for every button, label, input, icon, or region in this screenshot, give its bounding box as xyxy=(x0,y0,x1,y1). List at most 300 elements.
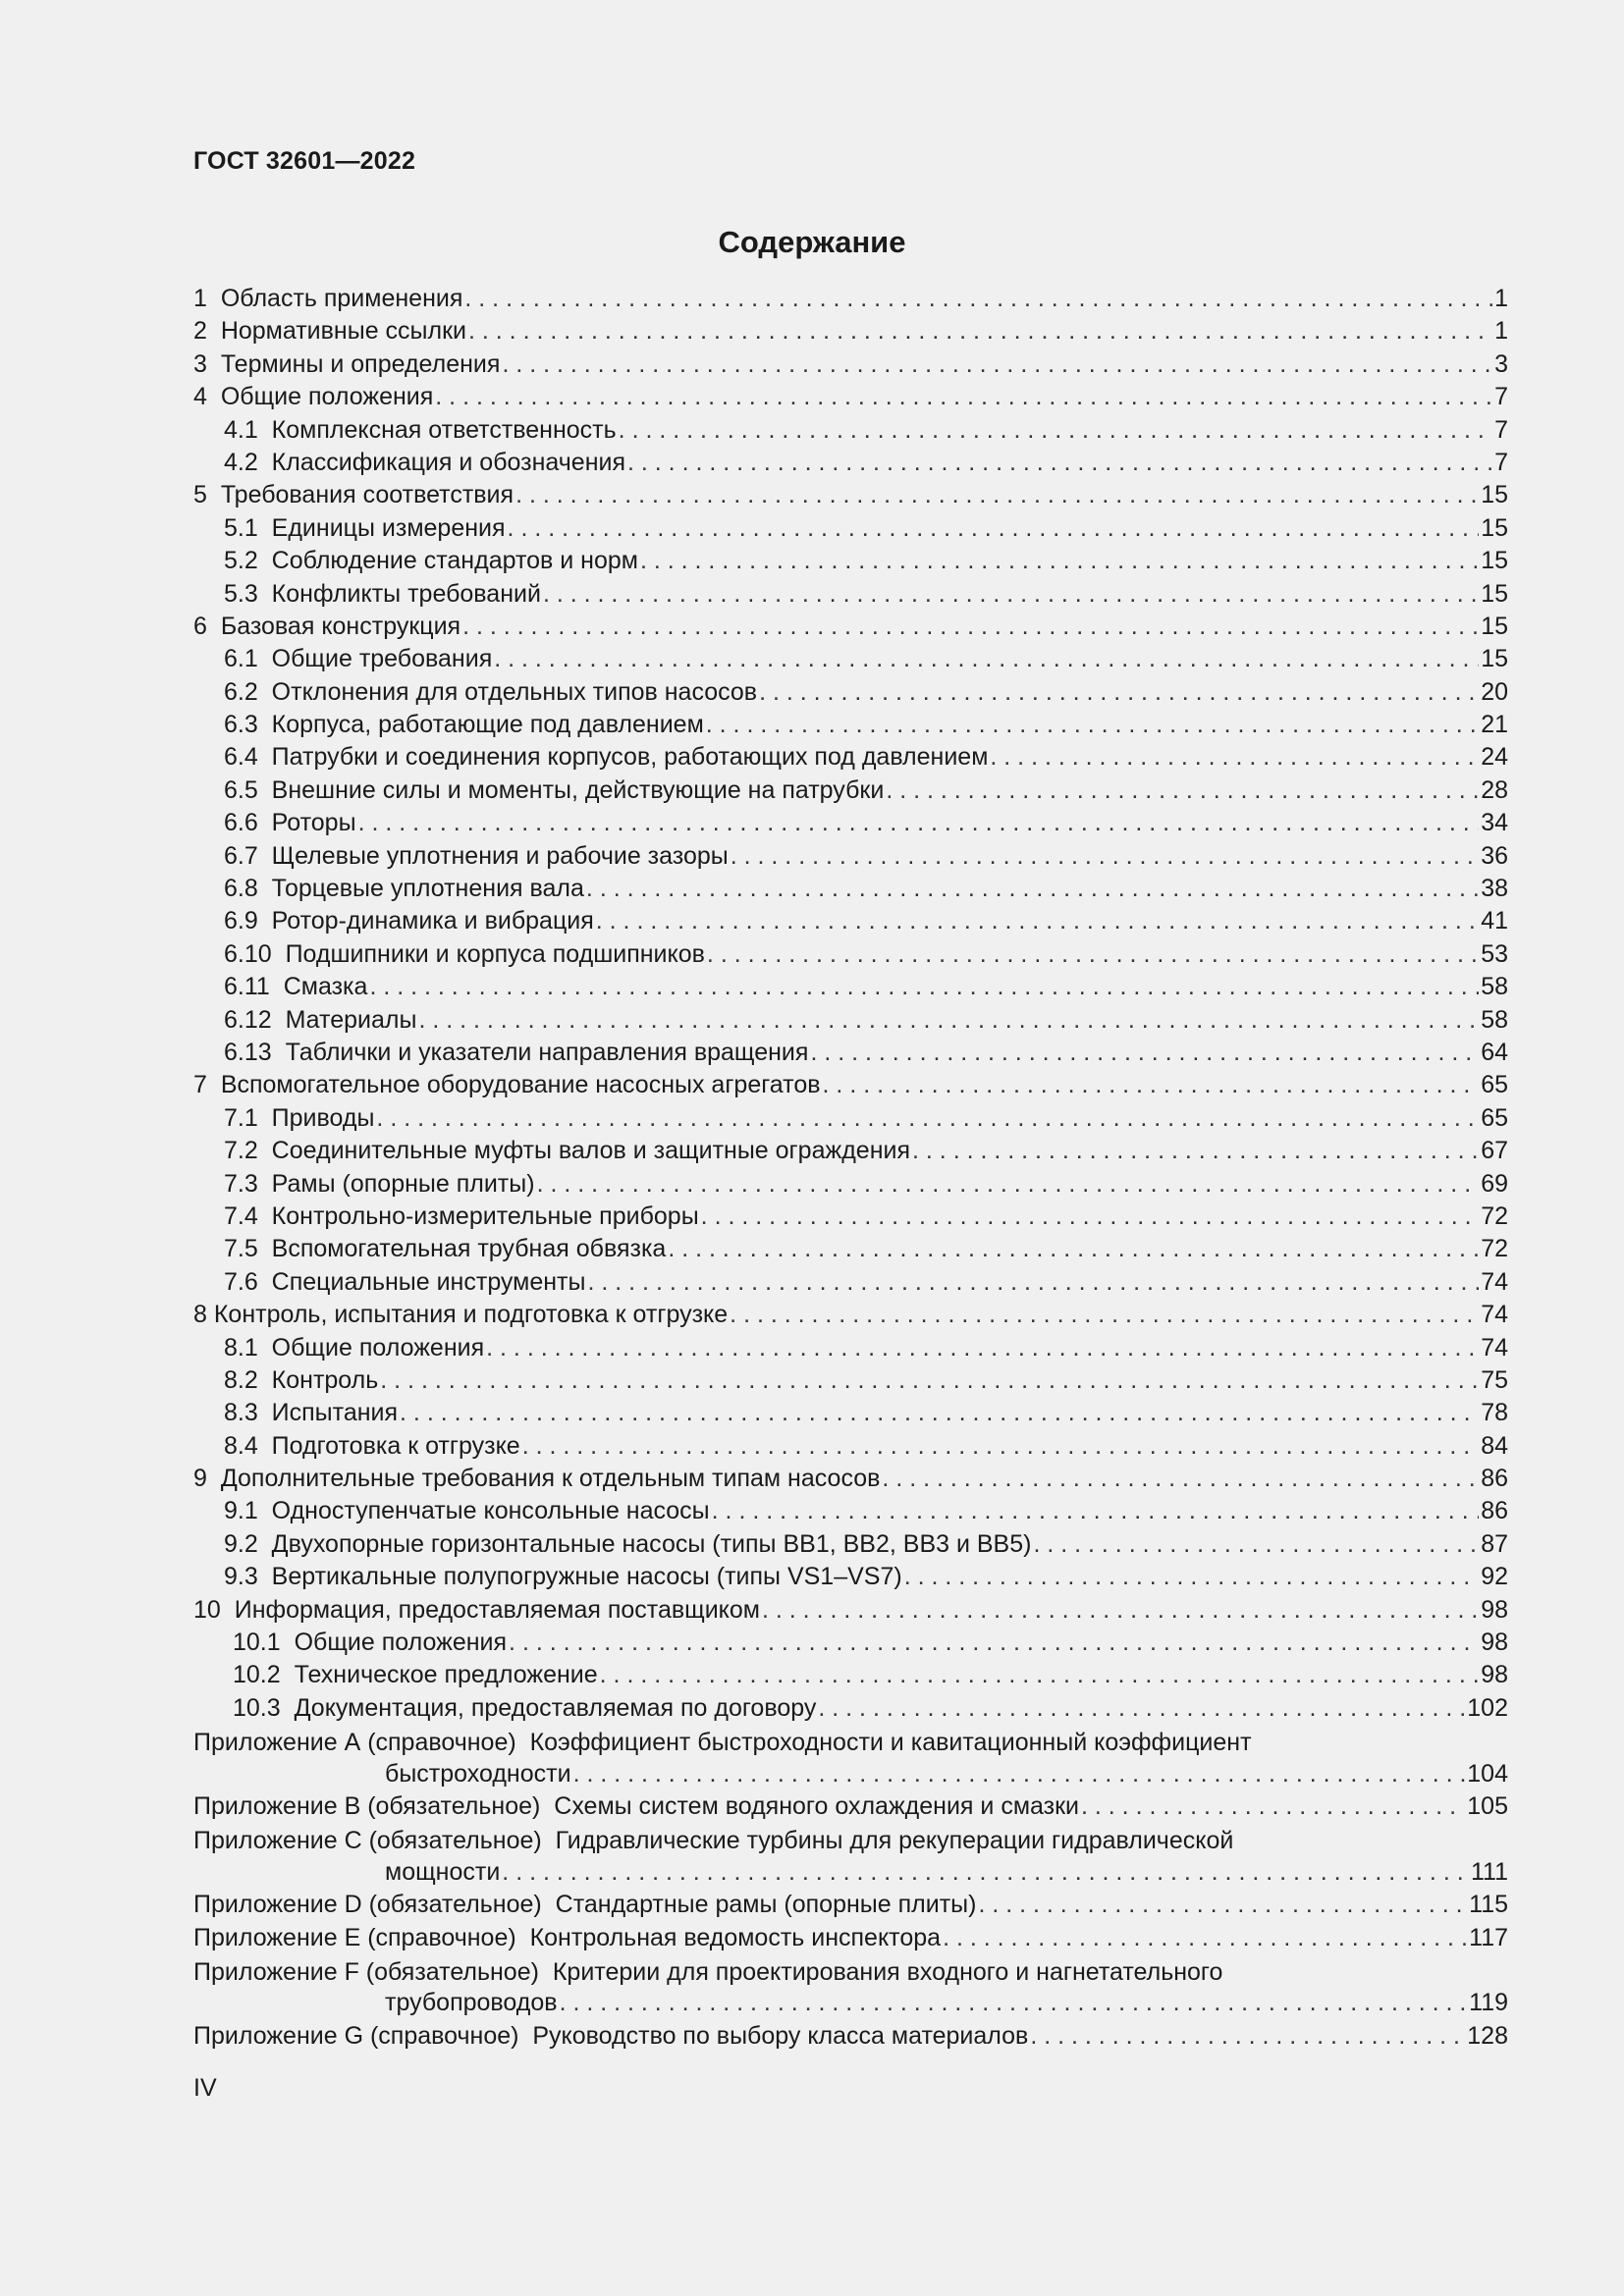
toc-entry-label xyxy=(233,1694,816,1723)
spacer xyxy=(258,1334,272,1362)
section-number: 8.1 xyxy=(224,1333,258,1362)
section-title: Материалы xyxy=(285,1005,417,1034)
toc-entry-page: 1 xyxy=(1494,317,1508,346)
toc-entry-label xyxy=(224,1137,910,1165)
section-number: 6.5 xyxy=(224,775,258,804)
dot-leader xyxy=(712,1497,1480,1525)
section-title: Нормативные ссылки xyxy=(220,317,466,346)
toc-entry-appendix-3[interactable] xyxy=(193,1891,1508,1923)
section-title: Соблюдение стандартов и норм xyxy=(271,547,638,575)
toc-entry-2[interactable] xyxy=(193,317,1508,349)
toc-entry-6[interactable] xyxy=(193,613,1508,645)
toc-entry-label xyxy=(193,1465,880,1493)
section-number: 4.2 xyxy=(224,448,258,476)
appendix-title: Контрольная ведомость инспектора xyxy=(529,1923,942,1951)
appendix-entry-heading[interactable] xyxy=(193,1956,1508,1989)
toc-entry-page: 7 xyxy=(1494,448,1508,476)
spacer xyxy=(258,645,272,672)
dot-leader xyxy=(494,645,1479,673)
section-title: Подготовка к отгрузке xyxy=(271,1431,520,1460)
toc-entry-5-2[interactable] xyxy=(193,547,1508,579)
toc-entry-page: 128 xyxy=(1467,2021,1508,2050)
section-title: Контроль xyxy=(271,1365,379,1394)
section-title: Приводы xyxy=(271,1103,375,1132)
toc-entry-8-1[interactable] xyxy=(193,1334,1508,1366)
toc-entry-page: 15 xyxy=(1481,612,1508,640)
toc-entry-label xyxy=(193,1924,941,1952)
section-number: 7 xyxy=(193,1071,207,1099)
dot-leader xyxy=(508,514,1480,543)
toc-entry-appendix-4[interactable] xyxy=(193,1924,1508,1956)
spacer xyxy=(258,743,272,771)
toc-entry-page: 86 xyxy=(1481,1465,1508,1493)
spacer xyxy=(258,449,272,476)
section-title: Дополнительные требования к отдельным типам насосов xyxy=(220,1465,881,1493)
toc-entry-page: 24 xyxy=(1481,743,1508,772)
spacer xyxy=(258,711,272,738)
section-number: 10.1 xyxy=(233,1629,281,1657)
toc-entry-page: 98 xyxy=(1481,1629,1508,1657)
toc-entry-label xyxy=(224,1432,520,1461)
toc-entry-page: 111 xyxy=(1470,1857,1508,1886)
dot-leader xyxy=(596,907,1479,935)
section-title: Внешние силы и моменты, действующие на патрубки xyxy=(271,775,885,804)
dot-leader xyxy=(509,1629,1479,1657)
section-number: 5.3 xyxy=(224,579,258,608)
section-number: 6.13 xyxy=(224,1038,272,1066)
toc-entry-label xyxy=(224,1104,374,1133)
toc-entry-page: 74 xyxy=(1481,1333,1508,1362)
section-number: 4 xyxy=(193,383,207,411)
toc-entry-4-1[interactable] xyxy=(193,416,1508,449)
toc-entry-page: 92 xyxy=(1481,1563,1508,1591)
toc-entry-label xyxy=(233,1661,598,1689)
spacer xyxy=(207,350,221,378)
toc-entry-label xyxy=(193,285,462,313)
section-number: 6.8 xyxy=(224,875,258,903)
dot-leader xyxy=(810,1039,1479,1067)
toc-entry-page: 15 xyxy=(1481,513,1508,542)
toc-entry-label xyxy=(193,481,514,509)
toc-entry-page: 34 xyxy=(1481,809,1508,837)
dot-leader xyxy=(435,383,1492,411)
toc-entry-page: 87 xyxy=(1481,1529,1508,1558)
section-number: 6.1 xyxy=(224,645,258,673)
toc-entry-label xyxy=(193,1301,728,1329)
toc-entry-page: 84 xyxy=(1481,1431,1508,1460)
toc-entry-label xyxy=(224,514,506,543)
toc-entry-6-13[interactable] xyxy=(193,1039,1508,1071)
dot-leader xyxy=(701,1202,1480,1231)
toc-entry-page: 65 xyxy=(1481,1103,1508,1132)
dot-leader xyxy=(990,743,1479,772)
dot-leader xyxy=(380,1366,1479,1395)
appendix-prefix: Приложение С (обязательное) xyxy=(193,1827,542,1855)
toc-entry-appendix-2[interactable] xyxy=(193,1858,1508,1891)
toc-entry-6-4[interactable] xyxy=(193,743,1508,775)
spacer xyxy=(540,1792,554,1820)
toc-entry-appendix-0[interactable] xyxy=(193,1760,1508,1792)
section-title: Патрубки и соединения корпусов, работающих под давлением xyxy=(271,743,989,772)
dot-leader xyxy=(1081,1792,1465,1821)
spacer xyxy=(207,613,221,640)
spacer xyxy=(207,1071,221,1098)
dot-leader xyxy=(464,285,1492,313)
spacer xyxy=(258,416,272,444)
spacer xyxy=(207,383,221,410)
appendix-title: Руководство по выбору класса материалов xyxy=(532,2021,1029,2050)
dot-leader xyxy=(358,809,1480,837)
section-title: Специальные инструменты xyxy=(271,1267,586,1296)
section-title: Вспомогательная трубная обвязка xyxy=(271,1235,667,1263)
toc-entry-appendix-1[interactable] xyxy=(193,1792,1508,1825)
toc-entry-page: 78 xyxy=(1481,1399,1508,1427)
dot-leader xyxy=(627,449,1492,477)
section-number: 8 xyxy=(193,1301,207,1329)
section-number: 2 xyxy=(193,317,207,346)
section-number: 7.5 xyxy=(224,1235,258,1263)
section-number: 8.3 xyxy=(224,1399,258,1427)
toc-entry-10-2[interactable] xyxy=(193,1661,1508,1693)
toc-entry-label: быстроходности xyxy=(385,1759,571,1788)
toc-entry-label xyxy=(224,842,729,871)
toc-entry-page: 69 xyxy=(1481,1169,1508,1198)
section-title: Единицы измерения xyxy=(271,513,506,542)
dot-leader xyxy=(640,547,1479,575)
toc-entry-6-11[interactable] xyxy=(193,973,1508,1005)
section-number: 5.1 xyxy=(224,513,258,542)
dot-leader xyxy=(586,875,1479,903)
spacer xyxy=(258,1104,272,1132)
toc-entry-7-5[interactable] xyxy=(193,1235,1508,1267)
toc-entry-5[interactable] xyxy=(193,481,1508,513)
spacer xyxy=(207,1301,214,1328)
toc-entry-label xyxy=(193,1071,821,1099)
toc-entry-7-2[interactable] xyxy=(193,1137,1508,1169)
dot-leader xyxy=(762,1596,1479,1625)
spacer xyxy=(516,1924,530,1951)
section-number: 5.2 xyxy=(224,547,258,575)
section-number: 8.4 xyxy=(224,1431,258,1460)
spacer xyxy=(207,1465,221,1492)
section-title: Корпуса, работающие под давлением xyxy=(271,711,704,739)
dot-leader xyxy=(882,1465,1479,1493)
toc-entry-label xyxy=(224,1399,398,1427)
toc-entry-page: 104 xyxy=(1467,1759,1508,1788)
toc-entry-label xyxy=(233,1629,507,1657)
spacer xyxy=(258,809,272,836)
spacer xyxy=(281,1694,295,1722)
section-title: Конфликты требований xyxy=(271,579,541,608)
section-title: Подшипники и корпуса подшипников xyxy=(285,939,705,968)
section-number: 8.2 xyxy=(224,1365,258,1394)
section-number: 10.2 xyxy=(233,1661,281,1689)
section-title: Соединительные муфты валов и защитные ограждения xyxy=(271,1137,911,1165)
toc-entry-page: 72 xyxy=(1481,1235,1508,1263)
spacer xyxy=(258,1366,272,1394)
toc-entry-label xyxy=(224,416,617,445)
toc-entry-label xyxy=(224,1366,378,1395)
spacer xyxy=(518,2022,532,2050)
toc-entry-label xyxy=(193,1596,760,1625)
toc-entry-label xyxy=(224,1334,484,1362)
toc-entry-9-3[interactable] xyxy=(193,1563,1508,1595)
section-number: 6 xyxy=(193,612,207,640)
section-title: Базовая конструкция xyxy=(220,612,461,640)
toc-entry-page: 72 xyxy=(1481,1201,1508,1230)
toc-entry-page: 117 xyxy=(1469,1923,1508,1951)
toc-entry-page: 7 xyxy=(1494,383,1508,411)
section-number: 6.7 xyxy=(224,841,258,870)
spacer xyxy=(258,1563,272,1590)
toc-entry-page: 1 xyxy=(1494,285,1508,312)
toc-entry-4[interactable] xyxy=(193,383,1508,415)
section-title: Таблички и указатели направления вращения xyxy=(285,1038,809,1066)
dot-leader xyxy=(369,973,1479,1001)
toc-entry-6-12[interactable] xyxy=(193,1006,1508,1039)
toc-entry-page: 102 xyxy=(1467,1693,1508,1722)
toc-entry-label xyxy=(224,1563,902,1591)
toc-entry-1[interactable] xyxy=(193,285,1508,317)
toc-entry-10[interactable] xyxy=(193,1596,1508,1629)
dot-leader xyxy=(1033,1530,1479,1559)
toc-entry-page: 115 xyxy=(1469,1891,1508,1919)
spacer xyxy=(258,842,272,870)
toc-entry-4-2[interactable] xyxy=(193,449,1508,481)
toc-entry-page: 15 xyxy=(1481,547,1508,575)
spacer xyxy=(281,1629,295,1656)
section-title: Рамы (опорные плиты) xyxy=(271,1169,535,1198)
toc-entry-3[interactable] xyxy=(193,350,1508,383)
dot-leader xyxy=(502,350,1492,379)
toc-entry-label xyxy=(224,580,541,609)
section-title: Щелевые уплотнения и рабочие зазоры xyxy=(271,841,729,870)
dot-leader xyxy=(560,1989,1468,2017)
appendix-prefix: Приложение F (обязательное) xyxy=(193,1957,539,1986)
dot-leader xyxy=(537,1170,1480,1199)
section-title: Вспомогательное оборудование насосных агрегатов xyxy=(220,1071,821,1099)
toc-entry-page: 58 xyxy=(1481,973,1508,1001)
toc-entry-page: 74 xyxy=(1481,1301,1508,1329)
toc-entry-label xyxy=(193,2022,1028,2051)
toc-entry-8-2[interactable] xyxy=(193,1366,1508,1399)
toc-entry-6-10[interactable] xyxy=(193,940,1508,973)
toc-entry-page: 98 xyxy=(1481,1661,1508,1689)
toc-entry-6-7[interactable] xyxy=(193,842,1508,875)
toc-entry-7[interactable] xyxy=(193,1071,1508,1103)
toc-entry-label xyxy=(224,809,356,837)
section-number: 6.10 xyxy=(224,939,272,968)
section-title: Общие положения xyxy=(220,383,434,411)
spacer xyxy=(272,1039,286,1066)
toc-entry-label xyxy=(224,711,704,739)
toc-entry-6-3[interactable] xyxy=(193,711,1508,743)
toc-entry-label xyxy=(224,1170,535,1199)
spacer xyxy=(258,907,272,934)
toc-entry-7-3[interactable] xyxy=(193,1170,1508,1202)
dot-leader xyxy=(376,1104,1479,1133)
spacer xyxy=(207,481,221,508)
toc-entry-page: 15 xyxy=(1481,579,1508,608)
toc-entry-6-6[interactable] xyxy=(193,809,1508,841)
dot-leader xyxy=(502,1858,1469,1887)
dot-leader xyxy=(1030,2022,1465,2051)
toc-entry-5-1[interactable] xyxy=(193,514,1508,547)
section-title: Область применения xyxy=(220,285,463,312)
section-title: Контрольно-измерительные приборы xyxy=(271,1201,699,1230)
spacer xyxy=(221,1596,235,1624)
toc-entry-label xyxy=(224,1235,666,1263)
toc-entry-page: 21 xyxy=(1481,711,1508,739)
section-title: Двухопорные горизонтальные насосы (типы BB1, BB2, BB3 и BB5) xyxy=(271,1529,1032,1558)
appendix-prefix: Приложение G (справочное) xyxy=(193,2021,519,2050)
toc-entry-label xyxy=(224,1530,1031,1559)
spacer xyxy=(258,776,272,804)
section-number: 1 xyxy=(193,285,207,312)
section-title: Классификация и обозначения xyxy=(271,448,625,476)
appendix-prefix: Приложение D (обязательное) xyxy=(193,1891,542,1919)
dot-leader xyxy=(486,1334,1479,1362)
dot-leader xyxy=(706,711,1479,739)
toc-entry-label xyxy=(224,1497,710,1525)
section-number: 6.6 xyxy=(224,809,258,837)
section-title: Общие положения xyxy=(294,1629,508,1657)
section-title: Испытания xyxy=(271,1399,399,1427)
section-title: Ротор-динамика и вибрация xyxy=(271,907,594,935)
toc-entry-10-3[interactable] xyxy=(193,1694,1508,1727)
section-number: 9.2 xyxy=(224,1529,258,1558)
dot-leader xyxy=(619,416,1492,445)
spacer xyxy=(258,514,272,542)
section-number: 9.1 xyxy=(224,1497,258,1525)
dot-leader xyxy=(978,1891,1467,1919)
section-title: Общие требования xyxy=(271,645,493,673)
appendix-prefix: Приложение В (обязательное) xyxy=(193,1791,541,1820)
section-title: Комплексная ответственность xyxy=(271,415,617,444)
dot-leader xyxy=(600,1661,1480,1689)
toc-entry-page: 86 xyxy=(1481,1497,1508,1525)
toc-entry-6-1[interactable] xyxy=(193,645,1508,677)
section-title: Техническое предложение xyxy=(294,1661,598,1689)
dot-leader xyxy=(943,1924,1467,1952)
section-number: 7.4 xyxy=(224,1201,258,1230)
toc-entry-7-6[interactable] xyxy=(193,1268,1508,1301)
toc-entry-label xyxy=(193,350,500,379)
spacer xyxy=(258,1170,272,1198)
toc-entry-label xyxy=(224,1006,416,1035)
toc-entry-label xyxy=(193,317,466,346)
toc-entry-appendix-5[interactable] xyxy=(193,1989,1508,2021)
appendix-title: Коэффициент быстроходности и кавитационный коэффициент xyxy=(529,1729,1252,1757)
toc-entry-9-2[interactable] xyxy=(193,1530,1508,1563)
spacer xyxy=(542,1827,556,1854)
appendix-prefix: Приложение E (справочное) xyxy=(193,1923,516,1951)
toc-entry-7-4[interactable] xyxy=(193,1202,1508,1235)
toc-entry-6-8[interactable] xyxy=(193,875,1508,907)
dot-leader xyxy=(515,481,1479,509)
spacer xyxy=(207,317,221,345)
toc-entry-6-9[interactable] xyxy=(193,907,1508,939)
section-title: Термины и определения xyxy=(220,349,501,378)
toc-entry-page: 98 xyxy=(1481,1595,1508,1624)
table-of-contents xyxy=(193,285,1508,2055)
section-number: 6.12 xyxy=(224,1005,272,1034)
section-title: Требования соответствия xyxy=(220,481,514,509)
toc-entry-appendix-6[interactable] xyxy=(193,2022,1508,2055)
section-number: 4.1 xyxy=(224,415,258,444)
toc-entry-label xyxy=(193,613,460,641)
section-number: 6.9 xyxy=(224,907,258,935)
toc-entry-page: 15 xyxy=(1481,645,1508,673)
toc-entry-8-4[interactable] xyxy=(193,1432,1508,1465)
spacer xyxy=(270,973,284,1000)
dot-leader xyxy=(462,613,1479,641)
appendix-entry-heading[interactable] xyxy=(193,1727,1508,1759)
spacer xyxy=(516,1729,530,1756)
appendix-title: Критерии для проектирования входного и нагнетательного xyxy=(552,1957,1223,1986)
section-number: 5 xyxy=(193,481,207,509)
spacer xyxy=(258,1268,272,1296)
section-title: Контроль, испытания и подготовка к отгрузке xyxy=(213,1301,729,1329)
document-code: ГОСТ 32601—2022 xyxy=(193,147,416,175)
toc-entry-label xyxy=(224,907,594,935)
spacer xyxy=(258,1202,272,1230)
toc-entry-5-3[interactable] xyxy=(193,580,1508,613)
toc-entry-page: 28 xyxy=(1481,775,1508,804)
section-number: 6.4 xyxy=(224,743,258,772)
toc-entry-label xyxy=(224,645,492,673)
spacer xyxy=(258,875,272,902)
toc-entry-label xyxy=(224,547,638,575)
toc-entry-9-1[interactable] xyxy=(193,1497,1508,1529)
spacer xyxy=(258,1432,272,1460)
toc-entry-page: 74 xyxy=(1481,1267,1508,1296)
toc-entry-8-3[interactable] xyxy=(193,1399,1508,1431)
toc-entry-6-5[interactable] xyxy=(193,776,1508,809)
toc-entry-label xyxy=(224,678,757,707)
appendix-title: Схемы систем водяного охлаждения и смазки xyxy=(554,1791,1079,1820)
appendix-entry-heading[interactable] xyxy=(193,1825,1508,1857)
section-title: Одноступенчатые консольные насосы xyxy=(271,1497,710,1525)
section-title: Вертикальные полупогружные насосы (типы VS1–VS7) xyxy=(271,1563,902,1591)
toc-entry-8[interactable] xyxy=(193,1301,1508,1333)
toc-entry-label xyxy=(224,1039,808,1067)
dot-leader xyxy=(707,940,1479,969)
section-title: Роторы xyxy=(271,809,356,837)
section-title: Отклонения для отдельных типов насосов xyxy=(271,677,758,706)
section-number: 7.1 xyxy=(224,1103,258,1132)
toc-entry-10-1[interactable] xyxy=(193,1629,1508,1661)
toc-entry-9[interactable] xyxy=(193,1465,1508,1497)
toc-entry-label xyxy=(224,743,988,772)
toc-entry-page: 53 xyxy=(1481,939,1508,968)
section-number: 6.2 xyxy=(224,677,258,706)
section-title: Смазка xyxy=(283,973,368,1001)
toc-entry-6-2[interactable] xyxy=(193,678,1508,711)
toc-entry-page: 105 xyxy=(1467,1791,1508,1820)
section-title: Общие положения xyxy=(271,1333,485,1362)
section-number: 6.3 xyxy=(224,711,258,739)
dot-leader xyxy=(904,1563,1480,1591)
toc-entry-page: 15 xyxy=(1481,481,1508,509)
section-number: 7.2 xyxy=(224,1137,258,1165)
section-number: 10 xyxy=(193,1595,221,1624)
toc-entry-7-1[interactable] xyxy=(193,1104,1508,1137)
spacer xyxy=(258,678,272,706)
toc-entry-page: 58 xyxy=(1481,1005,1508,1034)
spacer xyxy=(272,940,286,968)
toc-entry-page: 36 xyxy=(1481,841,1508,870)
